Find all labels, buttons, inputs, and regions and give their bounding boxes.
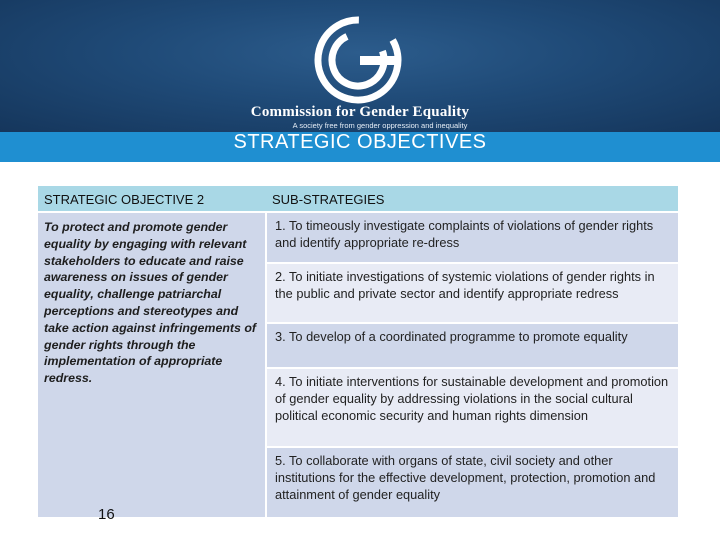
sub-strategy-5: 5. To collaborate with organs of state, civil society and other institutions for the effective development, protection, promotion and attainment of gender equality — [266, 447, 678, 517]
objectives-table — [38, 186, 678, 517]
objective-text: To protect and promote gender equality by engaging with relevant stakeholders to educate and raise awareness on issues of gender equality, challenge patriarchal perceptions and stereotypes and take action against infringements of gender rights through the implementation of appropriate redress. — [38, 212, 266, 517]
column-header-sub-strategies: SUB-STRATEGIES — [272, 192, 385, 207]
cge-logo-icon — [310, 14, 406, 106]
header-banner — [0, 0, 720, 132]
sub-strategy-2: 2. To initiate investigations of systemic violations of gender rights in the public and private sector and identify appropriate redress — [266, 263, 678, 323]
sub-strategy-3: 3. To develop of a coordinated programme to promote equality — [266, 323, 678, 368]
table-row — [38, 212, 678, 263]
organization-name: Commission for Gender Equality — [250, 104, 470, 120]
table-header-row — [38, 186, 678, 212]
sub-strategy-4: 4. To initiate interventions for sustainable development and promotion of gender equality by addressing violations in the social cultural political economic security and human rights dimension — [266, 368, 678, 447]
page-number: 16 — [98, 506, 115, 523]
organization-tagline: A society free from gender oppression and inequality — [292, 121, 468, 130]
sub-strategy-1: 1. To timeously investigate complaints of violations of gender rights and identify appropriate re-dress — [266, 212, 678, 263]
page-title: STRATEGIC OBJECTIVES — [233, 131, 487, 153]
column-header-objective: STRATEGIC OBJECTIVE 2 — [44, 192, 205, 207]
